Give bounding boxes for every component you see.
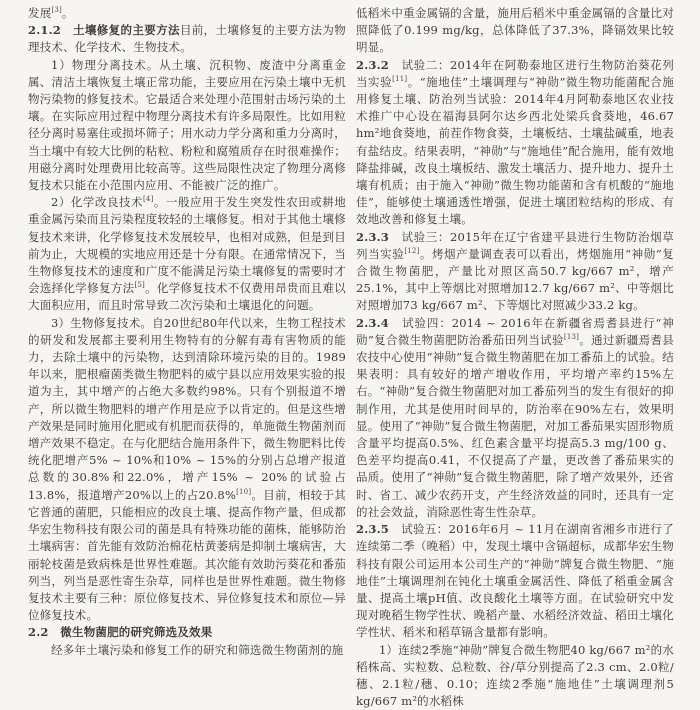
heading-label: 2.1.2 土壤修复的主要方法: [28, 23, 180, 38]
reference-marker: [3]: [51, 6, 62, 15]
text-run: 1）物理分离技术。从土壤、沉积物、废渣中分离重金属、清洁土壤恢复土壤正常功能，主要应用在污染土壤中无机物污染物的修复技术。它最适合来处理小范围射击场污染的土壤。在实际应用过程中物理分离技术有许多局限性。比如用粒径分离时易塞住或损坏筛子；用水动力学分离和重力分离时，当土壤中有较大比例的粘粒、粉粒和腐殖质存在时很难操作；用磁分离时处理费用比较高等。这些局限性决定了物理分离修复技术只能在小范围内应用、不能被广泛的推广。: [28, 57, 346, 193]
text-run: 。一般应用于发生突发性农田或耕地重金属污染而且污染程度较轻的土壤修复。相对于其他土壤修复技术来讲，化学修复技术发展较早，也相对成熟，但是到目前为止，大规模的实地应用还是十分有限。在通常情况下，当生物修复技术的速度和广度不能满足污染土壤修复的需要时才会选择化学修复方法: [28, 195, 347, 296]
text-run: 经多年土壤污染和修复工作的研究和筛选微生物菌剂的施: [51, 642, 344, 657]
text-run: 3）生物修复技术。自20世纪80年代以来，生物工程技术的研发和发展都主要利用生物特有的分解有毒有害物质的能力，去除土壤中的污染物，达到清除环境污染的目的。1989年以来，肥根瘤菌类微生物肥料的威宁县以应用效果实验的报道为主，其中增产的占绝大多数约98%。只有个别报道不增产，所以微生物肥料的增产作用是应予以肯定的。但是这些增产效果是同时施用化肥或有机肥而获得的，单施微生物菌剂而增产效果不稳定。在与化肥结合施用条件下，微生物肥料比传统化肥增产5% ~ 10%和10% ~ 15%的分别占总增产报道总数的30.8%和22.0%，增产15% ~ 20%的试验占13.8%，报道增产20%以上的占20.8%: [28, 315, 346, 502]
paragraph: [356, 5, 674, 57]
text-run: 。烤烟产量调查表可以看出，烤烟施用“神勋”复合微生物菌肥，产量比对照区高50.7 kg/667 m²，增产25.1%，其中上等烟比对照增加12.7 kg/667 m²、中等烟比对照增加73 kg/667 m²、下等烟比对照减少33.2 kg。: [356, 246, 674, 313]
paragraph: [356, 642, 674, 710]
paragraph: [28, 22, 346, 56]
text-run: 。: [61, 6, 74, 20]
section-heading: [28, 624, 346, 641]
text-run: 2）化学改良技术: [51, 195, 144, 210]
paragraph: [28, 194, 346, 314]
reference-marker: [13]: [563, 333, 580, 342]
text-run: 。化学修复技术不仅费用昂贵而且难以大面积应用，而且时常导致二次污染和土壤退化的问题。: [28, 281, 346, 313]
text-run: 发展: [28, 6, 52, 20]
left-column: [28, 5, 346, 710]
heading-label: 2.3.2: [356, 57, 402, 72]
paragraph: [28, 57, 346, 195]
heading-label: 2.3.3: [356, 229, 402, 244]
heading-label: 2.3.5: [356, 522, 402, 537]
text-run: 低稻米中重金属镉的含量，施用后稻米中重金属镉的含量比对照降低了0.199 mg/kg，总体降低了37.3%，降镉效果比较明显。: [356, 6, 674, 55]
text-run: 试验三：2015年在辽宁省建平县进行生物防治烟草列当实验: [356, 229, 674, 261]
paragraph: [356, 521, 674, 641]
text-run: 。“施地佳”土壤调理与“神勋”微生物功能菌配合施用修复土壤、防治列当试验：2014年4月阿勒泰地区农业技术推广中心设在福海县阿尔达乡西北处梁兵食葵地，46.67 hm²地食葵地，前茬作物食葵，土壤板结、土壤盐碱重，地表有盐结皮。结果表明，“神勋”与“施地佳”配合施用，能有效地降盐排碱，改良土壤板结、激发土壤活力、提升地力、提升土壤有机质；由于施入“神勋”微生物功能菌和含有机酸的“施地佳”，能够使土壤通透性增强，促进土壤团粒结构的形成、有效地改善和修复土壤。: [356, 74, 674, 227]
reference-marker: [10]: [236, 487, 252, 496]
text-run: 试验二：2014年在阿勒泰地区进行生物防治葵花列当实验: [356, 57, 674, 89]
paragraph: [28, 642, 346, 659]
heading-label: 2.2 微生物菌肥的研究筛选及效果: [28, 625, 213, 640]
paragraph: [28, 315, 346, 625]
heading-label: 2.3.4: [356, 315, 403, 330]
reference-marker: [5]: [134, 281, 145, 290]
paragraph: [356, 229, 674, 315]
reference-marker: [12]: [404, 247, 420, 256]
paragraph: [356, 315, 674, 521]
text-run: 。通过新疆焉耆县农技中心使用“神勋”复合微生物菌肥在加工番茄上的试验。结果表明：具有较好的增产增收作用，平均增产率约15%左右。“神勋”复合微生物菌肥对加工番茄列当的发生有很好的抑制作用，尤其是使用时间早的，防治率在90%左右，效果明显。使用了“神勋”复合微生物菌肥，对加工番茄果实固形物质含量平均提高0.5%、红色素含量平均提高5.3 mg/100 g、色差平均提高0.41，不仅提高了产量，更改善了番茄果实的品质。使用了“神勋”复合微生物菌肥，除了增产效果外，还省时、省工、减少农药开支，产生经济效益的同时，还具有一定的社会效益，消除恶性寄生性杂草。: [356, 332, 674, 519]
text-run: 1）连续2季施“神勋”牌复合微生物肥40 kg/667 m²的水稻株高、实粒数、总粒数、谷/草分别提高了2.3 cm、2.0粒/穗、2.1粒/穗、0.10；连续2季施“施地佳”土壤调理剂5 kg/667 m²的水稻株: [356, 642, 674, 709]
text-run: 试验四：2014 ~ 2016年在新疆省焉耆县进行“神勋”复合微生物菌肥防治番茄田列当试验: [356, 315, 674, 347]
right-column: [356, 5, 674, 710]
text-run: 试验五：2016年6月 ~ 11月在湖南省湘乡市进行了连续第二季（晚稻）中，发现土壤中含镉超标，成都华宏生物科技有限公司运用本公司生产的“神勋”牌复合微生物肥、“施地佳”土壤调理剂在钝化土壤重金属活性、降低了稻重金属含量、提高土壤pH值、改良酸化土壤等方面。在试验研究中发现对晚稻生物学性状、晚稻产量、水稻经济效益、稻田土壤化学性状、稻米和稻草镉含量都有影响。: [356, 522, 675, 640]
text-run: 目前，土壤修复的主要方法为物理技术、化学技术、生物技术。: [28, 23, 346, 55]
paragraph: [356, 57, 674, 229]
text-run: 。目前，相较于其它普通的菌肥，只能相应的改良土壤、提高作物产量，但成都华宏生物科技有限公司的菌是具有特殊功能的菌株，能够防治土壤病害：首先能有效防治棉花枯黄萎病是抑制土壤病害，大丽轮枝菌是致病株是世界性难题。其次能有效助污葵花和番茄列当，列当是恶性寄生杂草，同样也是世界性难题。微生物修复技术主要有三种：原位修复技术、异位修复技术和原位—异位修复技术。: [28, 487, 346, 623]
reference-marker: [11]: [392, 74, 408, 83]
paragraph: [28, 5, 346, 22]
reference-marker: [4]: [143, 195, 154, 204]
